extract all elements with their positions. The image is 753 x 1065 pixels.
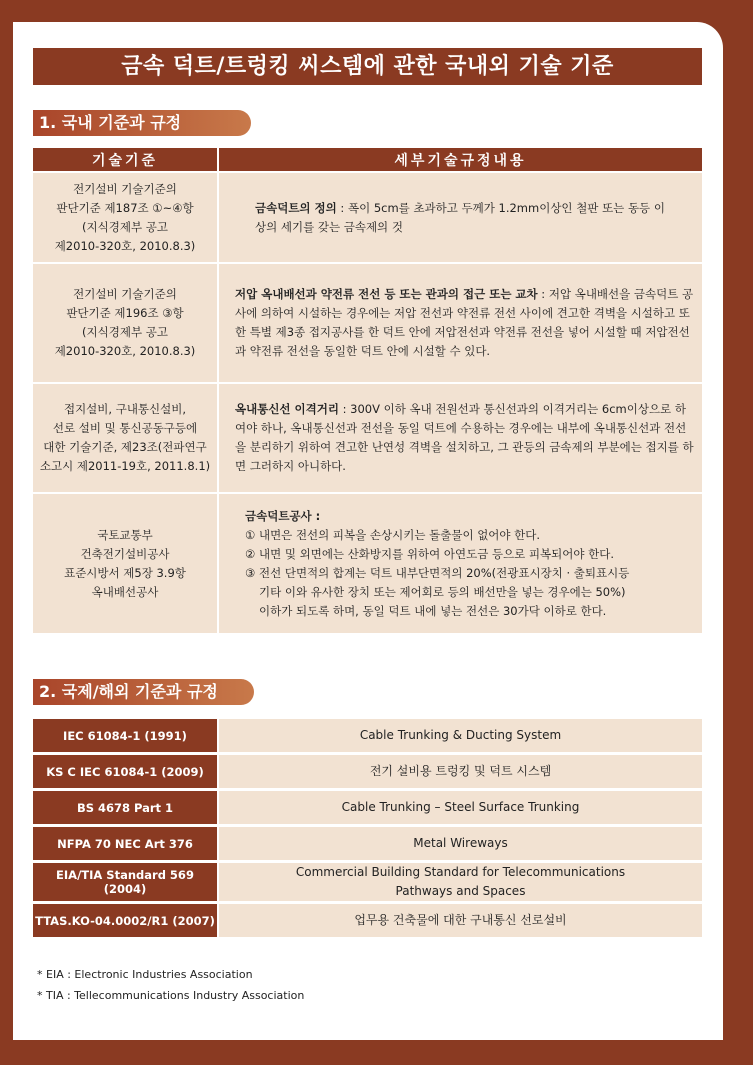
section1-heading: 1. 국내 기준과 규정: [33, 110, 251, 136]
standard-description: Cable Trunking & Ducting System: [217, 719, 702, 752]
detail-cell: [218, 383, 702, 493]
standard-description: Cable Trunking – Steel Surface Trunking: [217, 791, 702, 824]
list-item-continued: 기타 이와 유사한 장치 또는 제어회로 등의 배선만을 넣는 경우에는 50%): [259, 584, 626, 599]
table-row: [33, 863, 702, 901]
footnotes: [37, 964, 304, 1006]
table-header-row: [33, 148, 702, 172]
table-row: [33, 755, 702, 788]
table-row: [33, 263, 702, 383]
detail-text: : 저압 옥내배선을 금속덕트 공사에 의하여 시설하는 경우에는 저압 전선과 약전류 전선 사이에 견고한 격벽을 시설하고 또한 특별 제3종 접지공사를 한 덕트 안에 저압전선과 약전류 전선을 넣어 시설할 때 저압전선과 약전류 전선을 동일한 덕트 안에 시설할 수 있다.: [235, 287, 694, 358]
detail-cell: [218, 263, 702, 383]
standard-code: EIA/TIA Standard 569 (2004): [33, 863, 217, 901]
detail-bold: 금속덕트공사 :: [245, 508, 321, 523]
table-row: [33, 383, 702, 493]
section2-heading: 2. 국제/해외 기준과 규정: [33, 679, 254, 705]
standard-code: IEC 61084-1 (1991): [33, 719, 217, 752]
detail-cell: [218, 172, 702, 263]
footnote: * TIA : Tellecommunications Industry Association: [37, 989, 305, 1002]
international-standards-table: [33, 716, 702, 940]
standard-cell: 전기설비 기술기준의 판단기준 제196조 ③항 (지식경제부 공고 제2010-320호, 2010.8.3): [33, 263, 218, 383]
list-item: ③ 전선 단면적의 합계는 덕트 내부단면적의 20%(전광표시장치 · 출퇴표시등: [245, 565, 630, 580]
detail-text: : 폭이 5cm를 초과하고 두께가 1.2mm이상인 철판 또는 동등 이상의 세기를 갖는 금속제의 것: [255, 200, 665, 234]
standard-cell: 접지설비, 구내통신설비, 선로 설비 및 통신공동구등에 대한 기술기준, 제23조(전파연구 소고시 제2011-19호, 2011.8.1): [33, 383, 218, 493]
standard-description: Metal Wireways: [217, 827, 702, 860]
standard-code: BS 4678 Part 1: [33, 791, 217, 824]
list-item: ② 내면 및 외면에는 산화방지를 위하여 아연도금 등으로 피복되어야 한다.: [245, 546, 615, 561]
standard-description: 업무용 건축물에 대한 구내통신 선로설비: [217, 904, 702, 937]
detail-bold: 저압 옥내배선과 약전류 전선 등 또는 관과의 접근 또는 교차: [235, 287, 538, 301]
detail-bold: 옥내통신선 이격거리: [235, 402, 339, 416]
table-row: [33, 827, 702, 860]
standard-cell: 국토교통부 건축전기설비공사 표준시방서 제5장 3.9항 옥내배선공사: [33, 493, 218, 633]
standard-code: KS C IEC 61084-1 (2009): [33, 755, 217, 788]
table-row: [33, 493, 702, 633]
table-row: [33, 791, 702, 824]
table-row: [33, 904, 702, 937]
domestic-standards-table: [33, 148, 702, 633]
header-detail: 세부기술규정내용: [218, 148, 702, 172]
page-title: 금속 덕트/트렁킹 씨스템에 관한 국내외 기술 기준: [33, 48, 702, 85]
table-row: [33, 719, 702, 752]
list-item: ① 내면은 전선의 피복을 손상시키는 돌출물이 없어야 한다.: [245, 527, 541, 542]
header-standard: 기술기준: [33, 148, 218, 172]
detail-cell: [218, 493, 702, 633]
detail-bold: 금속덕트의 정의: [255, 200, 337, 215]
list-item-continued: 이하가 되도록 하며, 동일 덕트 내에 넣는 전선은 30가닥 이하로 한다.: [259, 603, 607, 618]
standard-code: NFPA 70 NEC Art 376: [33, 827, 217, 860]
standard-code: TTAS.KO-04.0002/R1 (2007): [33, 904, 217, 937]
standard-description: 전기 설비용 트렁킹 및 덕트 시스템: [217, 755, 702, 788]
table-row: [33, 172, 702, 263]
detail-text: : 300V 이하 옥내 전원선과 통신선과의 이격거리는 6cm이상으로 하여야 하나, 옥내통신선과 전선을 동일 덕트에 수용하는 경우에는 내부에 옥내통신선과 전선을 분리하기 위하여 견고한 난연성 격벽을 설치하고, 그 관등의 금속제의 부분에는 접지를 하면 그러하지 아니하다.: [235, 402, 694, 473]
footnote: * EIA : Electronic Industries Association: [37, 968, 253, 981]
standard-description: Commercial Building Standard for Telecommunications Pathways and Spaces: [217, 863, 702, 901]
standard-cell: 전기설비 기술기준의 판단기준 제187조 ①~④항 (지식경제부 공고 제2010-320호, 2010.8.3): [33, 172, 218, 263]
document-card: [13, 22, 723, 1040]
